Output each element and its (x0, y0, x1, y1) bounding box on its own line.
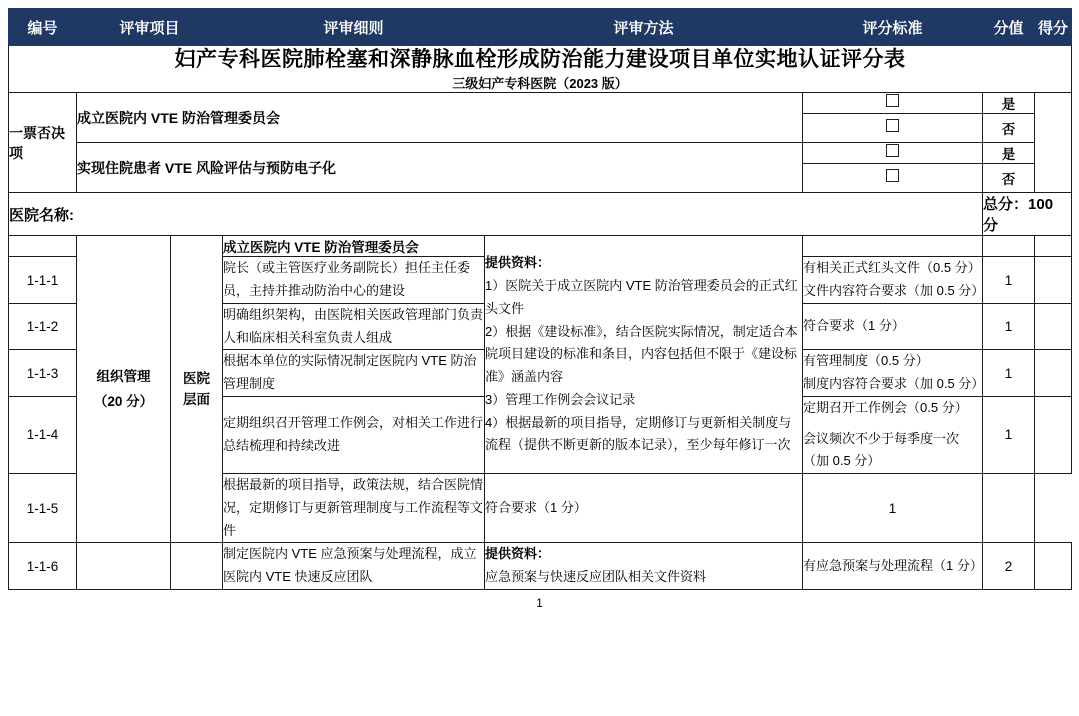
criteria-line-2: 会议频次不少于每季度一次（加 0.5 分） (803, 430, 960, 469)
th-project: 评审项目 (77, 9, 223, 46)
row-detail: 根据最新的项目指导，政策法规，结合医院情况，定期修订与更新管理制度与工作流程等文件 (223, 474, 485, 543)
row-got[interactable] (1035, 350, 1072, 397)
criteria-line-1: 符合要求（1 分） (803, 318, 905, 334)
row-criteria (803, 396, 983, 473)
row-detail: 制定医院内 VTE 应急预案与处理流程，成立医院内 VTE 快速反应团队 (223, 543, 485, 590)
table-row (9, 543, 1072, 590)
th-score: 分值 (983, 9, 1035, 46)
subtitle-row (9, 73, 1072, 93)
veto-label: 一票否决项 (9, 93, 77, 193)
method-1-line-2: 2）根据《建设标准》，结合医院实际情况，制定适合本院项目建设的标准和条目，内容包括但不限于《建设标准》涵盖内容 (485, 323, 798, 385)
row-score: 1 (983, 257, 1035, 304)
row-got[interactable] (1035, 303, 1072, 350)
layer-cell-continued (171, 543, 223, 590)
veto-2-no-checkbox[interactable] (803, 164, 983, 193)
project-line-1: 组织管理 (96, 368, 151, 384)
th-method: 评审方法 (485, 9, 803, 46)
row-no: 1-1-5 (9, 474, 77, 543)
page-subtitle: 三级妇产专科医院（2023 版） (9, 73, 1072, 93)
row-got[interactable] (983, 474, 1035, 543)
project-cell-continued (77, 543, 171, 590)
section-score-cell (983, 236, 1035, 257)
method-block-2 (485, 543, 803, 590)
row-got[interactable] (1035, 396, 1072, 473)
section-title-row (9, 236, 1072, 257)
th-detail: 评审细则 (223, 9, 485, 46)
veto-item-2-text: 实现住院患者 VTE 风险评估与预防电子化 (77, 143, 803, 193)
row-detail: 定期组织召开管理工作例会，对相关工作进行总结梳理和持续改进 (223, 396, 485, 473)
checkbox-icon[interactable] (886, 119, 899, 132)
veto-1-no-checkbox[interactable] (803, 114, 983, 143)
project-line-2: （20 分） (93, 394, 154, 410)
row-criteria (485, 474, 803, 543)
method-block-1 (485, 236, 803, 474)
veto-1-yes-label: 是 (983, 93, 1035, 114)
row-no: 1-1-6 (9, 543, 77, 590)
veto-1-yes-checkbox[interactable] (803, 93, 983, 114)
table-header (9, 9, 1072, 46)
row-score: 2 (983, 543, 1035, 590)
criteria-line-1: 有相关正式红头文件（0.5 分） (803, 260, 981, 276)
veto-1-no-label: 否 (983, 114, 1035, 143)
checkbox-icon[interactable] (886, 144, 899, 157)
row-score: 1 (983, 396, 1035, 473)
layer-line-1: 医院 (183, 370, 210, 386)
veto-row-1 (9, 93, 1072, 114)
section-got-cell[interactable] (1035, 236, 1072, 257)
section-no-cell (9, 236, 77, 257)
hospital-name-field[interactable]: 医院名称: (9, 193, 983, 236)
veto-tail-cell (1035, 93, 1072, 193)
method-1-lead: 提供资料： (485, 255, 551, 271)
section-criteria-cell (803, 236, 983, 257)
criteria-line-2: 文件内容符合要求（加 0.5 分） (803, 283, 985, 299)
criteria-line-1: 有管理制度（0.5 分） (803, 353, 929, 369)
score-sheet-table (8, 8, 1072, 590)
method-1-line-3: 3）管理工作例会会议记录 (485, 391, 636, 407)
th-got: 得分 (1035, 9, 1072, 46)
row-detail: 明确组织架构，由医院相关医政管理部门负责人和临床相关科室负责人组成 (223, 303, 485, 350)
row-no: 1-1-1 (9, 257, 77, 304)
title-cell (9, 46, 1072, 74)
row-no: 1-1-3 (9, 350, 77, 397)
row-criteria (803, 303, 983, 350)
criteria-line-1: 定期召开工作例会（0.5 分） (803, 399, 968, 415)
page-title: 妇产专科医院肺栓塞和深静脉血栓形成防治能力建设项目单位实地认证评分表 (174, 48, 906, 71)
veto-2-yes-checkbox[interactable] (803, 143, 983, 164)
row-no: 1-1-4 (9, 396, 77, 473)
checkbox-icon[interactable] (886, 169, 899, 182)
layer-cell (171, 236, 223, 543)
total-score-label: 总分：100 分 (983, 193, 1072, 236)
criteria-line-1: 有应急预案与处理流程（1 分） (803, 557, 983, 573)
method-2-line-1: 应急预案与快速反应团队相关文件资料 (485, 569, 707, 585)
row-detail: 院长（或主管医疗业务副院长）担任主任委员，主持并推动防治中心的建设 (223, 257, 485, 304)
checkbox-icon[interactable] (886, 94, 899, 107)
th-criteria: 评分标准 (803, 9, 983, 46)
th-no: 编号 (9, 9, 77, 46)
row-score: 1 (983, 303, 1035, 350)
hospital-name-row (9, 193, 1072, 236)
row-criteria (803, 257, 983, 304)
veto-row-2 (9, 143, 1072, 164)
project-cell (77, 236, 171, 543)
criteria-line-2: 制度内容符合要求（加 0.5 分） (803, 376, 985, 392)
veto-2-yes-label: 是 (983, 143, 1035, 164)
section-title: 成立医院内 VTE 防治管理委员会 (223, 236, 485, 257)
title-row (9, 46, 1072, 74)
criteria-line-1: 符合要求（1 分） (485, 499, 587, 515)
row-no: 1-1-2 (9, 303, 77, 350)
method-1-line-4: 4）根据最新的项目指导，定期修订与更新相关制度与流程（提供不断更新的版本记录），至少每年修订一次 (485, 414, 792, 453)
method-1-line-1: 1）医院关于成立医院内 VTE 防治管理委员会的正式红头文件 (485, 278, 798, 316)
veto-item-1-text: 成立医院内 VTE 防治管理委员会 (77, 93, 803, 143)
veto-2-no-label: 否 (983, 164, 1035, 193)
row-got[interactable] (1035, 543, 1072, 590)
row-score: 1 (983, 350, 1035, 397)
row-score: 1 (803, 474, 983, 543)
row-detail: 根据本单位的实际情况制定医院内 VTE 防治管理制度 (223, 350, 485, 397)
page-number: 1 (536, 595, 543, 610)
layer-line-2: 层面 (183, 392, 210, 408)
row-got[interactable] (1035, 257, 1072, 304)
row-criteria (803, 543, 983, 590)
method-2-lead: 提供资料： (485, 546, 551, 562)
row-criteria (803, 350, 983, 397)
